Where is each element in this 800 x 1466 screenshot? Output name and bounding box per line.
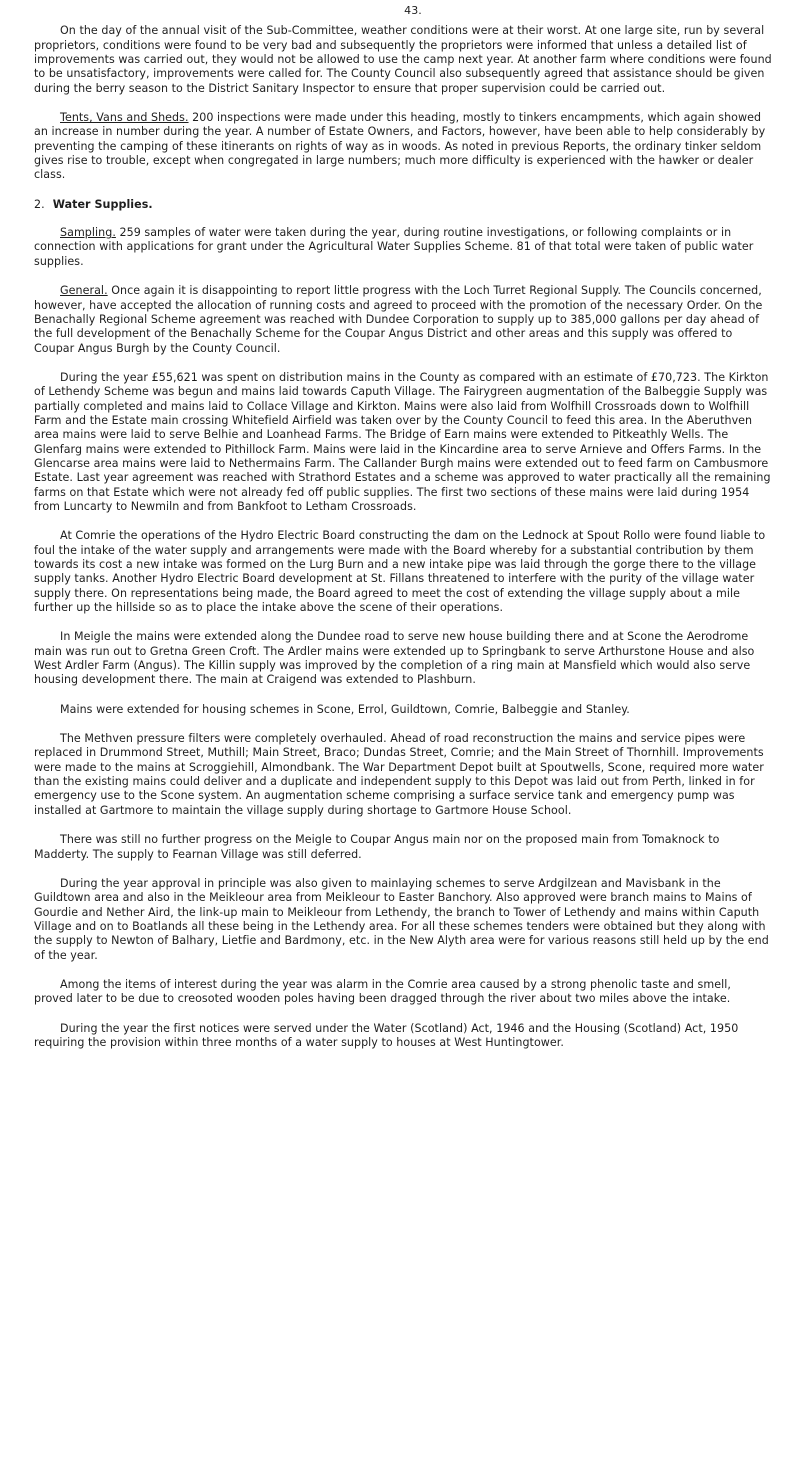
- paragraph-general: [34, 284, 772, 356]
- section-number: 2.: [34, 197, 45, 211]
- section-title: Water Supplies.: [52, 197, 153, 211]
- tents-heading: Tents, Vans and Sheds.: [60, 111, 189, 125]
- paragraph-meigle-scone: In Meigle the mains were extended along the Dundee road to serve new house building there and at Scone the Aerodrome main was run out to Gretna Green Croft. The Ardler mains were extended up to Springbank to serve Arthurstone House and also West Ardler Farm (Angus). The Killin supply was improved by the completion of a ring main at Mansfield which would also serve housing development there. The main at Craigend was extended to Plashburn.: [34, 630, 755, 687]
- paragraph-phenolic-alarm: Among the items of interest during the year was alarm in the Comrie area caused by a strong phenolic taste and smell, proved later to be due to creosoted wooden poles having been dragged through the river about two miles above the intake.: [34, 977, 731, 1006]
- paragraph-approvals: During the year approval in principle was also given to mainlaying schemes to serve Ardgilzean and Mavisbank in the Guildtown area and also in the Meikleour area from Meikleour to Easter Banchory. Also approved were branch mains to Mains of Gourdie and Nether Aird, the link-up main to Meikleour from Lethendy, the branch to Tower of Lethendy and mains within Caputh Village and on to Boatlands all these being in the Lethendy area. For all these schemes tenders were obtained but they along with the supply to Newton of Balhary, Lietfie and Bardmony, etc. in the New Alyth area were for various reasons still held up by the end of the year.: [34, 876, 769, 962]
- paragraph-notices-served: During the year the first notices were served under the Water (Scotland) Act, 1946 and the Housing (Scotland) Act, 1950 requiring the provision within three months of a water supply to houses at West Huntingtower.: [34, 1021, 739, 1049]
- paragraph-methven-filters: The Methven pressure filters were completely overhauled. Ahead of road reconstruction the mains and service pipes were replaced in Drummond Street, Muthill; Main Street, Braco; Dundas Street, Comrie; and the Main Street of Thornhill. Improvements were made to the mains at Scroggiehill, Almondbank. The War Department Depot built at Spoutwells, Scone, required more water than the existing mains could deliver and a duplicate and independent supply to this Depot was laid out from Perth, linked in for emergency use to the Scone system. An augmentation scheme comprising a surface service tank and emergency pump was installed at Gartmore to maintain the village supply during shortage to Gartmore House School.: [34, 732, 764, 817]
- sampling-heading: Sampling.: [60, 226, 116, 240]
- page-number: 43.: [404, 4, 422, 17]
- general-heading: General.: [60, 284, 108, 298]
- general-text: Once again it is disappointing to report little progress with the Loch Turret Regional Supply. The Councils concerned, however, have accepted the allocation of running costs and agreed to proceed with the promotion of the necessary Order. On the Benachally Regional Scheme agreement was reached with Dundee Corporation to supply up to 385,000 gallons per day ahead of the full development of the Benachally Scheme for the Coupar Angus District and other areas and this supply was offered to Coupar Angus Burgh by the County Council.: [34, 284, 763, 355]
- paragraph-tents-vans-sheds: [34, 111, 772, 183]
- paragraph-sampling: [34, 226, 772, 269]
- paragraph-distribution-mains: During the year £55,621 was spent on distribution mains in the County as compared with an estimate of £70,723. The Kirkton of Lethendy Scheme was begun and mains laid towards Caputh Village. The Fairygreen augmentation of the Balbeggie Supply was partially completed and mains laid to Collace Village and Kirkton. Mains were also laid from Wolfhill Crossroads down to Wolfhill Farm and the Estate main crossing Whitefield Airfield was taken over by the County Council to feed this area. In the Aberuthven area mains were laid to serve Belhie and Loanhead Farms. The Bridge of Earn mains were extended to Pitkeathly Wells. The Glenfarg mains were extended to Pithillock Farm. Mains were laid in the Kincardine area to serve Arnieve and Offers Farms. In the Glencarse area mains were laid to Nethermains Farm. The Callander Burgh mains were extended out to feed farm on Cambusmore Estate. Last year agreement was reached with Strathord Estates and a scheme was approved to water practically all the remaining farms on that Estate which were not already fed off public supplies. The first two sections of these mains were laid during 1954 from Luncarty to Newmiln and from Bankfoot to Letham Crossroads.: [34, 370, 771, 513]
- paragraph-comrie-hydro: At Comrie the operations of the Hydro Electric Board constructing the dam on the Lednock at Spout Rollo were found liable to foul the intake of the water supply and arrangements were made with the Board whereby for a substantial contribution by them towards its cost a new intake was formed on the Lurg Burn and a new intake pipe was laid through the gorge there to the village supply tanks. Another Hydro Electric Board development at St. Fillans threatened to interfere with the purity of the village water supply there. On representations being made, the Board agreed to meet the cost of extending the village supply about a mile further up the hillside so as to place the intake above the scene of their operations.: [34, 529, 766, 615]
- paragraph-no-progress: There was still no further progress on the Meigle to Coupar Angus main nor on the proposed main from Tomaknock to Madderty. The supply to Fearnan Village was still deferred.: [34, 833, 720, 861]
- paragraph-sub-committee-visit: On the day of the annual visit of the Sub-Committee, weather conditions were at their worst. At one large site, run by several proprietors, conditions were found to be very bad and subsequently the proprietors were informed that unless a detailed list of improvements was carried out, they would not be allowed to use the camp next year. At another farm where conditions were found to be unsatisfactory, improvements were called for. The County Council also subsequently agreed that assistance should be given during the berry season to the District Sanitary Inspector to ensure that proper supervision could be carried out.: [34, 24, 772, 95]
- section-heading-water-supplies: [34, 198, 772, 212]
- tents-text: 200 inspections were made under this heading, mostly to tinkers encampments, which again showed an increase in number during the year. A number of Estate Owners, and Factors, however, have been able to help considerably by preventing the camping of these itinerants on rights of way as in woods. As noted in previous Reports, the ordinary tinker seldom gives rise to trouble, except when congregated in large numbers; much more difficulty is experienced with the hawker or dealer class.: [34, 111, 766, 182]
- sampling-text: 259 samples of water were taken during the year, during routine investigations, or following complaints or in connection with applications for grant under the Agricultural Water Supplies Scheme. 81 of that total were taken of public water supplies.: [34, 226, 754, 268]
- paragraph-housing-schemes: Mains were extended for housing schemes in Scone, Errol, Guildtown, Comrie, Balbeggie and Stanley.: [60, 702, 630, 716]
